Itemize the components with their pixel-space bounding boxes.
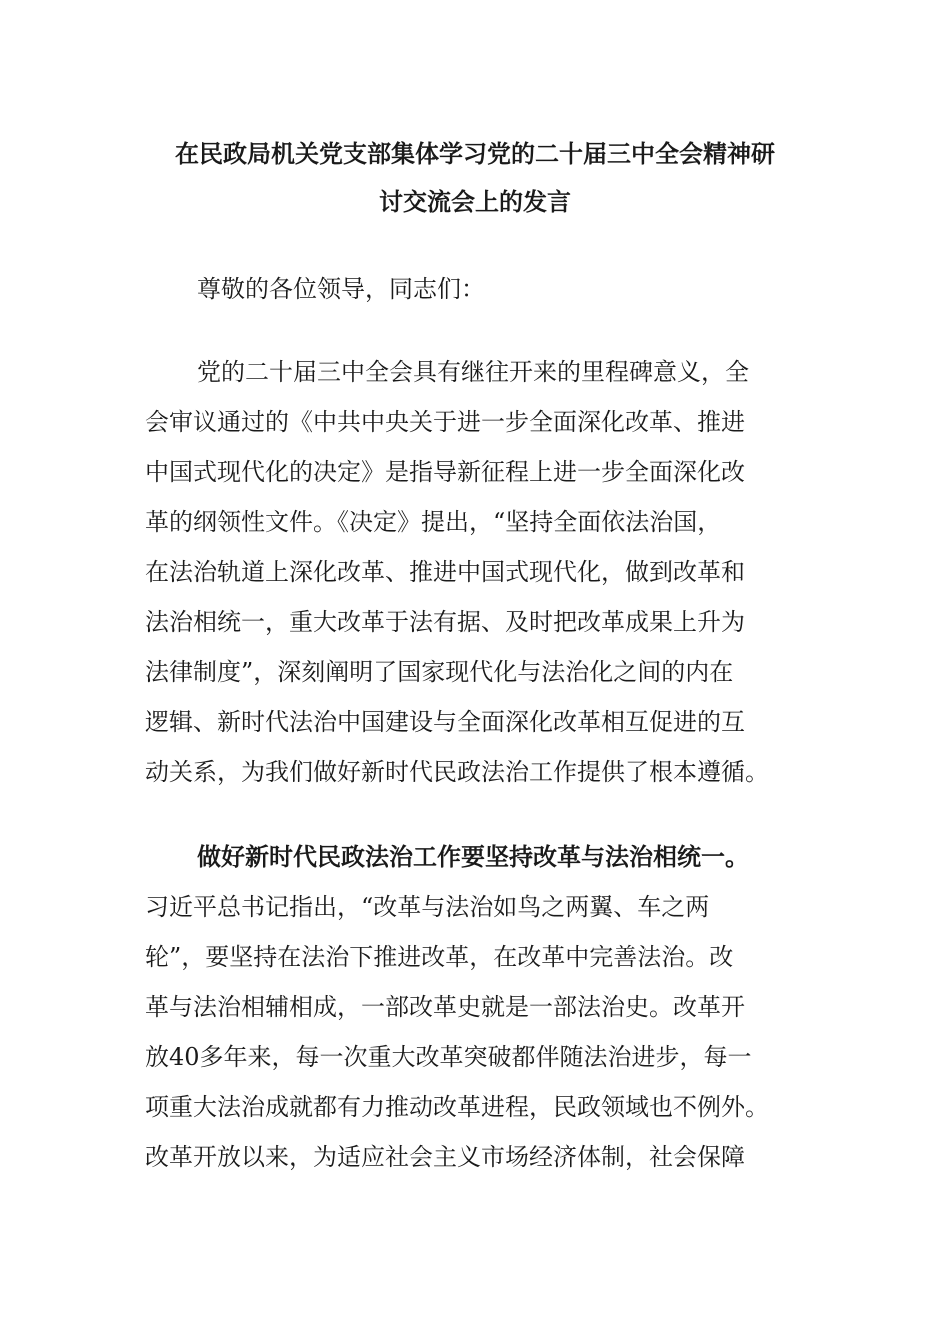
- paragraph1-line: 法治相统一，重大改革于法有据、及时把改革成果上升为: [145, 608, 745, 636]
- paragraph1-line: 法律制度”，深刻阐明了国家现代化与法治化之间的内在: [145, 658, 734, 686]
- paragraph2-line: 项重大法治成就都有力推动改革进程，民政领域也不例外。: [145, 1093, 769, 1121]
- paragraph1-line: 在法治轨道上深化改革、推进中国式现代化，做到改革和: [145, 558, 745, 586]
- section-heading: 做好新时代民政法治工作要坚持改革与法治相统一。: [197, 842, 749, 871]
- paragraph2-line: 改革开放以来，为适应社会主义市场经济体制，社会保障: [145, 1143, 745, 1171]
- paragraph2-line: 放40多年来，每一次重大改革突破都伴随法治进步，每一: [145, 1043, 752, 1071]
- paragraph1-line: 会审议通过的《中共中央关于进一步全面深化改革、推进: [145, 408, 745, 436]
- paragraph2-line: 轮”，要坚持在法治下推进改革，在改革中完善法治。改: [145, 943, 734, 971]
- document-title-line-2: 讨交流会上的发言: [379, 187, 571, 216]
- paragraph1-line: 革的纲领性文件。《决定》提出，“坚持全面依法治国，: [145, 508, 722, 536]
- salutation: 尊敬的各位领导，同志们：: [197, 275, 485, 303]
- document-title-line-1: 在民政局机关党支部集体学习党的二十届三中全会精神研: [175, 139, 775, 168]
- paragraph2-line: 革与法治相辅相成，一部改革史就是一部法治史。改革开: [145, 993, 745, 1021]
- paragraph1-line: 中国式现代化的决定》是指导新征程上进一步全面深化改: [145, 458, 745, 486]
- paragraph1-line: 党的二十届三中全会具有继往开来的里程碑意义，全: [197, 358, 749, 386]
- paragraph2-line: 习近平总书记指出，“改革与法治如鸟之两翼、车之两: [145, 893, 710, 921]
- paragraph1-line: 逻辑、新时代法治中国建设与全面深化改革相互促进的互: [145, 708, 745, 736]
- paragraph1-line: 动关系，为我们做好新时代民政法治工作提供了根本遵循。: [145, 758, 769, 786]
